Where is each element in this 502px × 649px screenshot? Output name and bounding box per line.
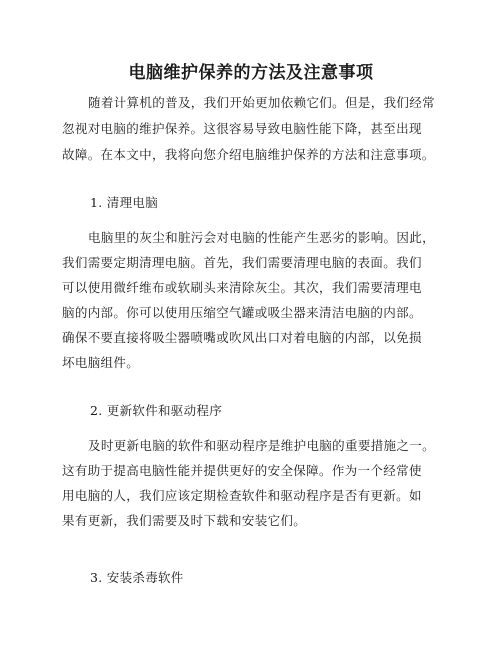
section-2-line-4: 果有更新，我们需要及时下载和安装它们。 <box>62 513 307 528</box>
document-title: 电脑维护保养的方法及注意事项 <box>128 63 374 83</box>
section-2-line-2: 这有助于提高电脑性能并提供更好的安全保障。作为一个经常使 <box>62 463 422 478</box>
intro-line-3: 故障。在本文中，我将向您介绍电脑维护保养的方法和注意事项。 <box>62 147 435 162</box>
section-1-line-1: 电脑里的灰尘和脏污会对电脑的性能产生恶劣的影响。因此， <box>88 230 435 245</box>
intro-line-1: 随着计算机的普及，我们开始更加依赖它们。但是，我们经常 <box>88 95 435 110</box>
section-1-line-3: 可以使用微纤维布或软刷头来清除灰尘。其次，我们需要清理电 <box>62 280 422 295</box>
section-2-heading: 2. 更新软件和驱动程序 <box>90 403 222 418</box>
section-1-line-6: 坏电脑组件。 <box>62 355 140 370</box>
section-3-heading: 3. 安装杀毒软件 <box>90 570 184 585</box>
intro-line-2: 忽视对电脑的维护保养。这很容易导致电脑性能下降，甚至出现 <box>62 121 422 136</box>
section-1-line-2: 我们需要定期清理电脑。首先，我们需要清理电脑的表面。我们 <box>62 255 422 270</box>
section-2-line-1: 及时更新电脑的软件和驱动程序是维护电脑的重要措施之一。 <box>88 438 435 453</box>
section-2-line-3: 用电脑的人，我们应该定期检查软件和驱动程序是否有更新。如 <box>62 488 422 503</box>
section-1-line-5: 确保不要直接将吸尘器喷嘴或吹风出口对着电脑的内部，以免损 <box>62 330 422 345</box>
section-1-heading: 1. 清理电脑 <box>90 195 158 210</box>
section-1-line-4: 脑的内部。你可以使用压缩空气罐或吸尘器来清洁电脑的内部。 <box>62 305 422 320</box>
